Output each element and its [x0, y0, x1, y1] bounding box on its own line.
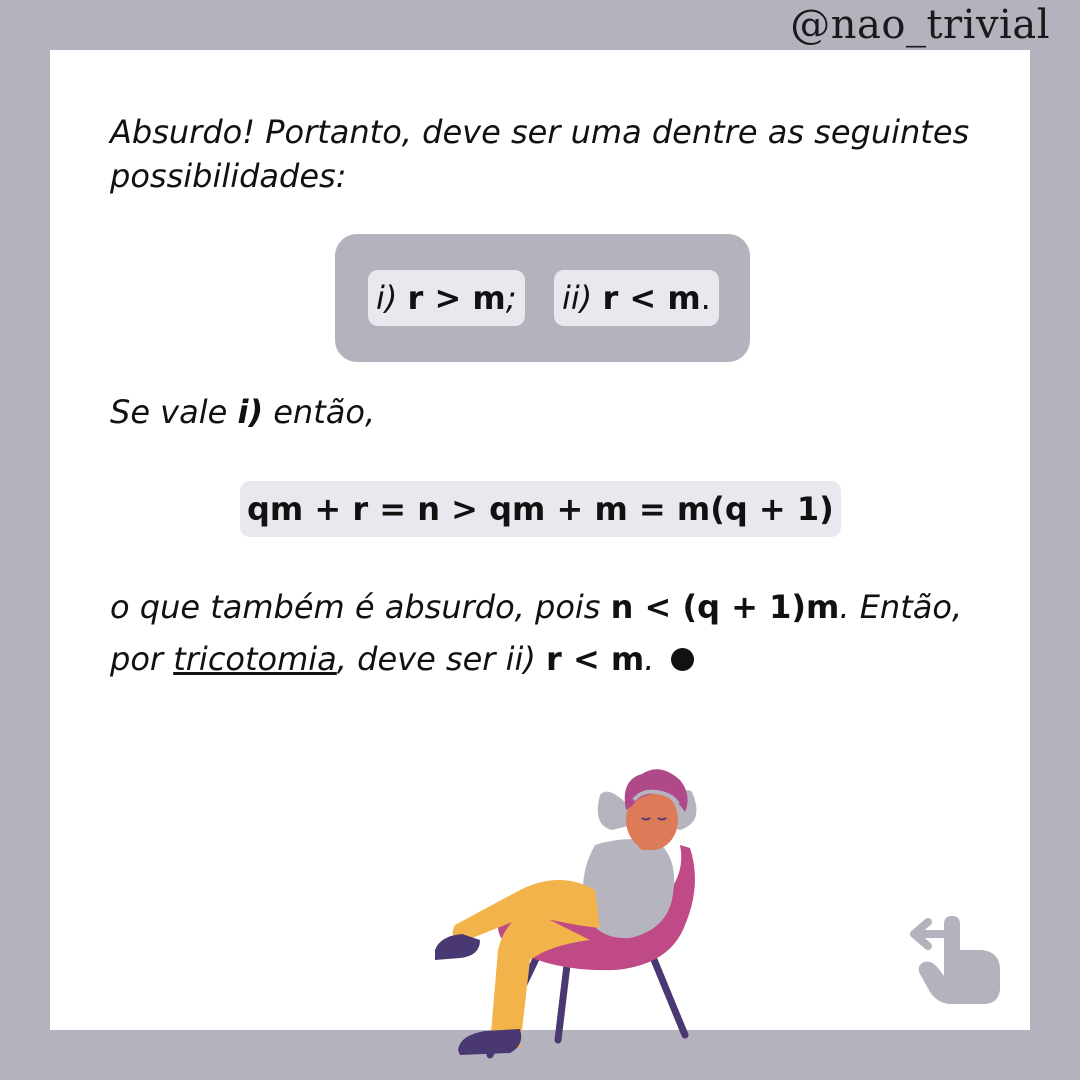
case-ii-expression: r < m: [602, 279, 701, 317]
conclusion-text: [110, 581, 990, 685]
case-i-label: i): [376, 279, 398, 317]
slide-card: [50, 50, 1030, 1030]
case-i: [368, 270, 525, 326]
conclusion-part1: o que também é absurdo, pois: [110, 588, 611, 626]
chair-leg: [650, 950, 685, 1035]
case-intro-suffix: então,: [263, 393, 376, 431]
pointing-hand: [919, 916, 1000, 1004]
case-ii-separator: .: [700, 279, 711, 317]
account-handle: @nao_trivial: [790, 2, 1050, 48]
qed-dot-icon: [671, 648, 694, 671]
tricotomia-underlined: tricotomia: [173, 640, 337, 678]
conclusion-part4: .: [644, 640, 665, 678]
formula: qm + r = n > qm + m = m(q + 1): [240, 481, 841, 537]
case-intro-ref: i): [237, 393, 264, 431]
conclusion-bold2: r < m: [546, 640, 645, 678]
shoe: [435, 934, 480, 960]
intro-text: Absurdo! Portanto, deve ser uma dentre as seguintes possibilidades:: [110, 113, 970, 195]
case-i-expression: r > m: [407, 279, 506, 317]
case-intro-prefix: Se vale: [110, 393, 238, 431]
conclusion-part2: . Então, por: [110, 588, 963, 678]
swipe-left-hand-icon[interactable]: [908, 912, 1008, 1012]
shoe: [458, 1029, 521, 1055]
case-intro-text: [110, 390, 990, 434]
case-ii: [554, 270, 719, 326]
conclusion-bold1: n < (q + 1)m: [610, 588, 840, 626]
case-i-separator: ;: [505, 279, 517, 317]
case-ii-label: ii): [562, 279, 593, 317]
cases-box: [335, 234, 750, 362]
relaxing-person-illustration: [380, 750, 710, 1060]
conclusion-part3: , deve ser ii): [336, 640, 547, 678]
